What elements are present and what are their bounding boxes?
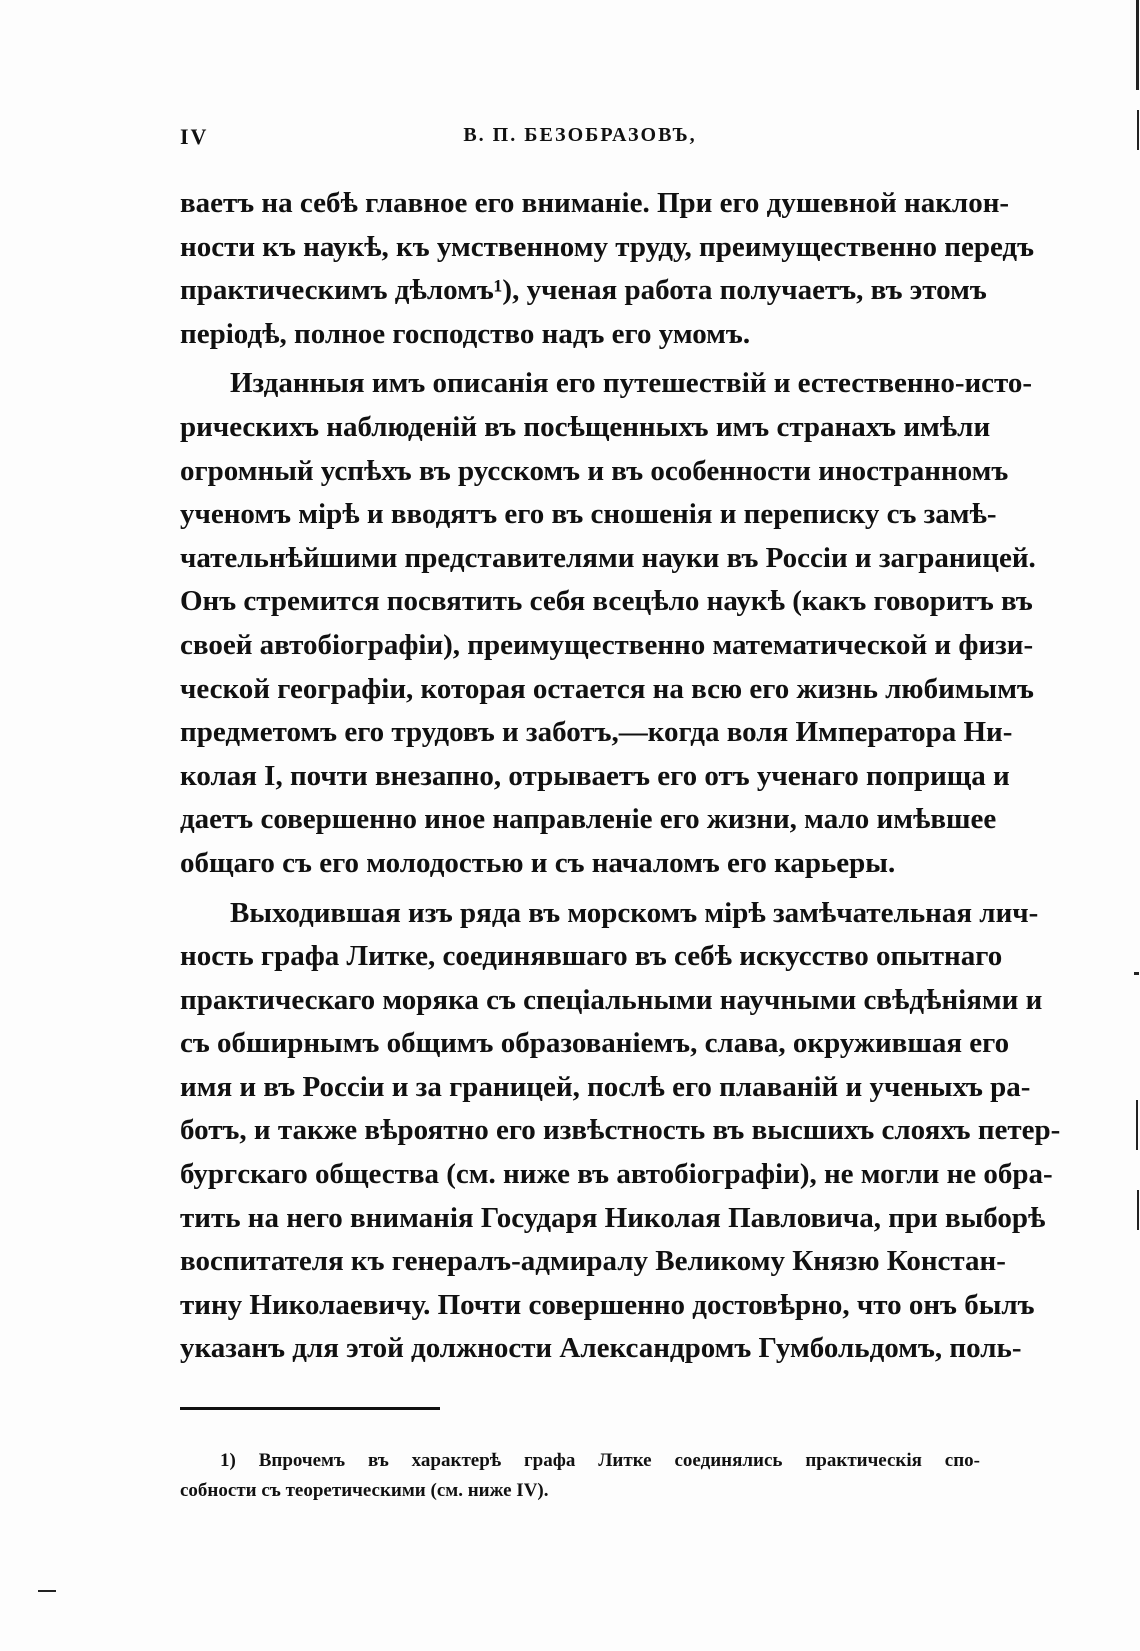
scan-edge-mark bbox=[1134, 972, 1139, 975]
scan-edge-mark bbox=[1136, 1100, 1138, 1150]
page-number: IV bbox=[180, 124, 209, 149]
text-line: огромный успѣхъ въ русскомъ и въ особенности иностранномъ bbox=[180, 454, 1009, 487]
body-text bbox=[180, 182, 1061, 1371]
text-line: съ обширнымъ общимъ образованіемъ, слава, окружившая его bbox=[180, 1027, 1010, 1060]
running-head bbox=[180, 124, 980, 156]
scan-edge-mark bbox=[1136, 0, 1139, 90]
text-line: даетъ совершенно иное направленіе его жизни, мало имѣвшее bbox=[180, 803, 997, 836]
text-line: общаго съ его молодостью и съ началомъ его карьеры. bbox=[180, 846, 896, 879]
footnote-line: собности съ теоретическими (см. ниже IV). bbox=[180, 1480, 549, 1501]
text-line: своей автобіографіи), преимущественно математической и физи- bbox=[180, 628, 1034, 661]
header-title: В. П. БЕЗОБРАЗОВЪ, bbox=[463, 124, 697, 146]
text-line: практическаго моряка съ спеціальными научными свѣдѣніями и bbox=[180, 983, 1043, 1016]
text-line: періодѣ, полное господство надъ его умомъ. bbox=[180, 317, 751, 350]
text-line: Изданныя имъ описанія его путешествій и естественно-исто- bbox=[230, 367, 1033, 400]
text-line: указанъ для этой должности Александромъ Гумбольдомъ, поль- bbox=[180, 1332, 1022, 1365]
text-line: предметомъ его трудовъ и заботъ,—когда воля Императора Ни- bbox=[180, 716, 1013, 749]
text-line: ность графа Литке, соединявшаго въ себѣ искусство опытнаго bbox=[180, 940, 1003, 973]
scan-edge-mark bbox=[38, 1590, 56, 1592]
text-line: ческой географіи, которая остается на всю его жизнь любимымъ bbox=[180, 672, 1034, 705]
text-line: ности къ наукѣ, къ умственному труду, преимущественно передъ bbox=[180, 230, 1035, 263]
text-line: ваетъ на себѣ главное его вниманіе. При его душевной наклон- bbox=[180, 187, 1010, 219]
scan-edge-mark bbox=[1137, 1190, 1139, 1230]
text-line: колая I, почти внезапно, отрываетъ его отъ ученаго поприща и bbox=[180, 759, 1010, 792]
text-line: тить на него вниманія Государя Николая Павловича, при выборѣ bbox=[180, 1201, 1046, 1234]
footnote bbox=[180, 1446, 980, 1506]
text-line: практическимъ дѣломъ¹), ученая работа получаетъ, въ этомъ bbox=[180, 274, 987, 307]
footnote-line: 1) Впрочемъ въ характерѣ графа Литке соединялись практическія спо- bbox=[220, 1450, 980, 1471]
text-line: бургскаго общества (см. ниже въ автобіографіи), не могли не обра- bbox=[180, 1158, 1053, 1191]
text-line: чательнѣйшими представителями науки въ Россіи и заграницей. bbox=[180, 541, 1036, 574]
text-line: рическихъ наблюденій въ посѣщенныхъ имъ странахъ имѣли bbox=[180, 410, 991, 443]
text-line: имя и въ Россіи и за границей, послѣ его плаваній и ученыхъ ра- bbox=[180, 1070, 1031, 1103]
text-line: ученомъ мірѣ и вводятъ его въ сношенія и переписку съ замѣ- bbox=[180, 498, 997, 531]
text-line: Онъ стремится посвятить себя всецѣло наукѣ (какъ говоритъ въ bbox=[180, 585, 1033, 618]
text-line: тину Николаевичу. Почти совершенно достовѣрно, что онъ былъ bbox=[180, 1288, 1035, 1321]
scan-edge-mark bbox=[1137, 110, 1139, 150]
text-line: ботъ, и также вѣроятно его извѣстность въ высшихъ слояхъ петер- bbox=[180, 1114, 1061, 1147]
footnote-divider bbox=[180, 1407, 440, 1410]
text-line: воспитателя къ генералъ-адмиралу Великому Князю Констан- bbox=[180, 1245, 1006, 1278]
text-line: Выходившая изъ ряда въ морскомъ мірѣ замѣчательная лич- bbox=[230, 896, 1039, 929]
